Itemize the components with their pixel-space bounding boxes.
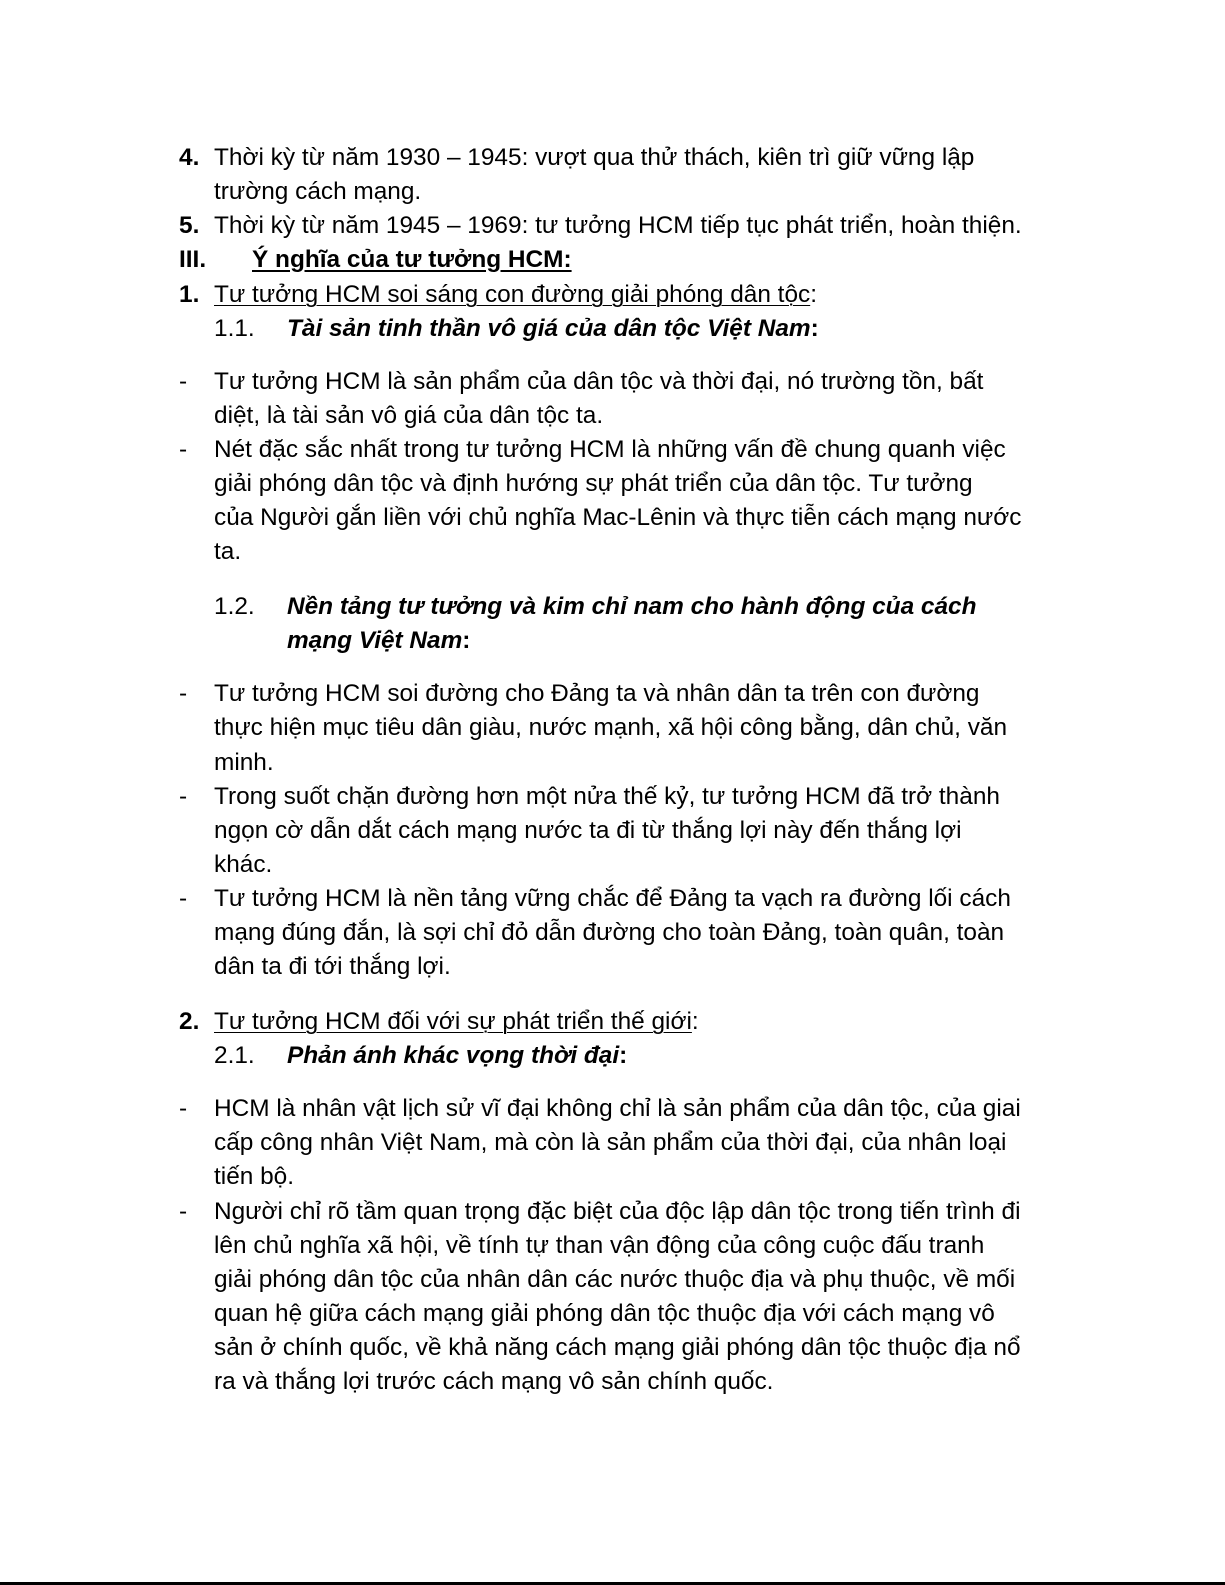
bullet-dash: - [179,436,188,463]
bullet-line: ta. [214,538,242,565]
bullet-line: lên chủ nghĩa xã hội, về tính tự than vận động của công cuộc đấu tranh [214,1232,985,1259]
part-colon: : [810,281,817,308]
subsection-marker: 1.1. [214,315,255,342]
list-text: Thời kỳ từ năm 1930 – 1945: vượt qua thử thách, kiên trì giữ vững lập [214,144,975,171]
bullet-line: giải phóng dân tộc của nhân dân các nước thuộc địa và phụ thuộc, về mối [214,1266,1016,1293]
part-title: Tư tưởng HCM đối với sự phát triển thế giới [214,1008,692,1035]
part-marker: 2. [179,1008,200,1035]
subsection-title: Nền tảng tư tưởng và kim chỉ nam cho hành động của cách [287,593,977,620]
bullet-line: Trong suốt chặn đường hơn một nửa thế kỷ, tư tưởng HCM đã trở thành [214,783,1000,810]
bullet-dash: - [179,1198,188,1225]
bullet-line: dân ta đi tới thắng lợi. [214,953,451,980]
bullet-line: diệt, là tài sản vô giá của dân tộc ta. [214,402,604,429]
subsection-title: Phản ánh khác vọng thời đại [287,1042,620,1069]
subsection-colon: : [619,1042,628,1069]
bullet-line: HCM là nhân vật lịch sử vĩ đại không chỉ là sản phẩm của dân tộc, của giai [214,1095,1021,1122]
section-title: Ý nghĩa của tư tưởng HCM: [252,246,572,273]
bullet-line: tiến bộ. [214,1163,295,1190]
subsection-marker: 2.1. [214,1042,255,1069]
bullet-dash: - [179,1095,188,1122]
bullet-line: cấp công nhân Việt Nam, mà còn là sản phẩm của thời đại, của nhân loại [214,1129,1007,1156]
bullet-dash: - [179,885,188,912]
list-marker: 4. [179,144,200,171]
part-title: Tư tưởng HCM soi sáng con đường giải phóng dân tộc [214,281,811,308]
bullet-dash: - [179,783,188,810]
bullet-line: Nét đặc sắc nhất trong tư tưởng HCM là những vấn đề chung quanh việc [214,436,1006,463]
section-marker: III. [179,246,207,273]
bullet-line: sản ở chính quốc, về khả năng cách mạng giải phóng dân tộc thuộc địa nổ [214,1334,1021,1361]
part-colon: : [691,1008,699,1035]
subsection-colon: : [810,315,819,342]
bullet-line: ra và thắng lợi trước cách mạng vô sản chính quốc. [214,1368,774,1395]
list-text: Thời kỳ từ năm 1945 – 1969: tư tưởng HCM tiếp tục phát triển, hoàn thiện. [214,212,1022,239]
bullet-line: Tư tưởng HCM là sản phẩm của dân tộc và thời đại, nó trường tồn, bất [214,368,984,395]
list-text: trường cách mạng. [214,178,422,205]
bullet-line: quan hệ giữa cách mạng giải phóng dân tộc thuộc địa với cách mạng vô [214,1300,995,1327]
bullet-dash: - [179,680,188,707]
subsection-colon: : [462,627,471,654]
bullet-line: Tư tưởng HCM soi đường cho Đảng ta và nhân dân ta trên con đường [214,680,980,707]
list-marker: 5. [179,212,200,239]
bullet-line: giải phóng dân tộc và định hướng sự phát triển của dân tộc. Tư tưởng [214,470,973,497]
bullet-dash: - [179,368,188,395]
subsection-marker: 1.2. [214,593,255,620]
subsection-title: mạng Việt Nam [287,627,463,654]
part-marker: 1. [179,281,200,308]
bullet-line: Người chỉ rõ tầm quan trọng đặc biệt của độc lập dân tộc trong tiến trình đi [214,1198,1021,1225]
bullet-line: mạng đúng đắn, là sợi chỉ đỏ dẫn đường cho toàn Đảng, toàn quân, toàn [214,919,1005,946]
bullet-line: ngọn cờ dẫn dắt cách mạng nước ta đi từ thắng lợi này đến thắng lợi [214,817,962,844]
bullet-line: minh. [214,749,274,776]
bullet-line: thực hiện mục tiêu dân giàu, nước mạnh, xã hội công bằng, dân chủ, văn [214,714,1008,741]
subsection-title: Tài sản tinh thần vô giá của dân tộc Việt Nam [287,315,811,342]
bullet-line: của Người gắn liền với chủ nghĩa Mac-Lênin và thực tiễn cách mạng nước [214,504,1022,531]
bullet-line: khác. [214,851,273,878]
bullet-line: Tư tưởng HCM là nền tảng vững chắc để Đảng ta vạch ra đường lối cách [214,885,1011,912]
